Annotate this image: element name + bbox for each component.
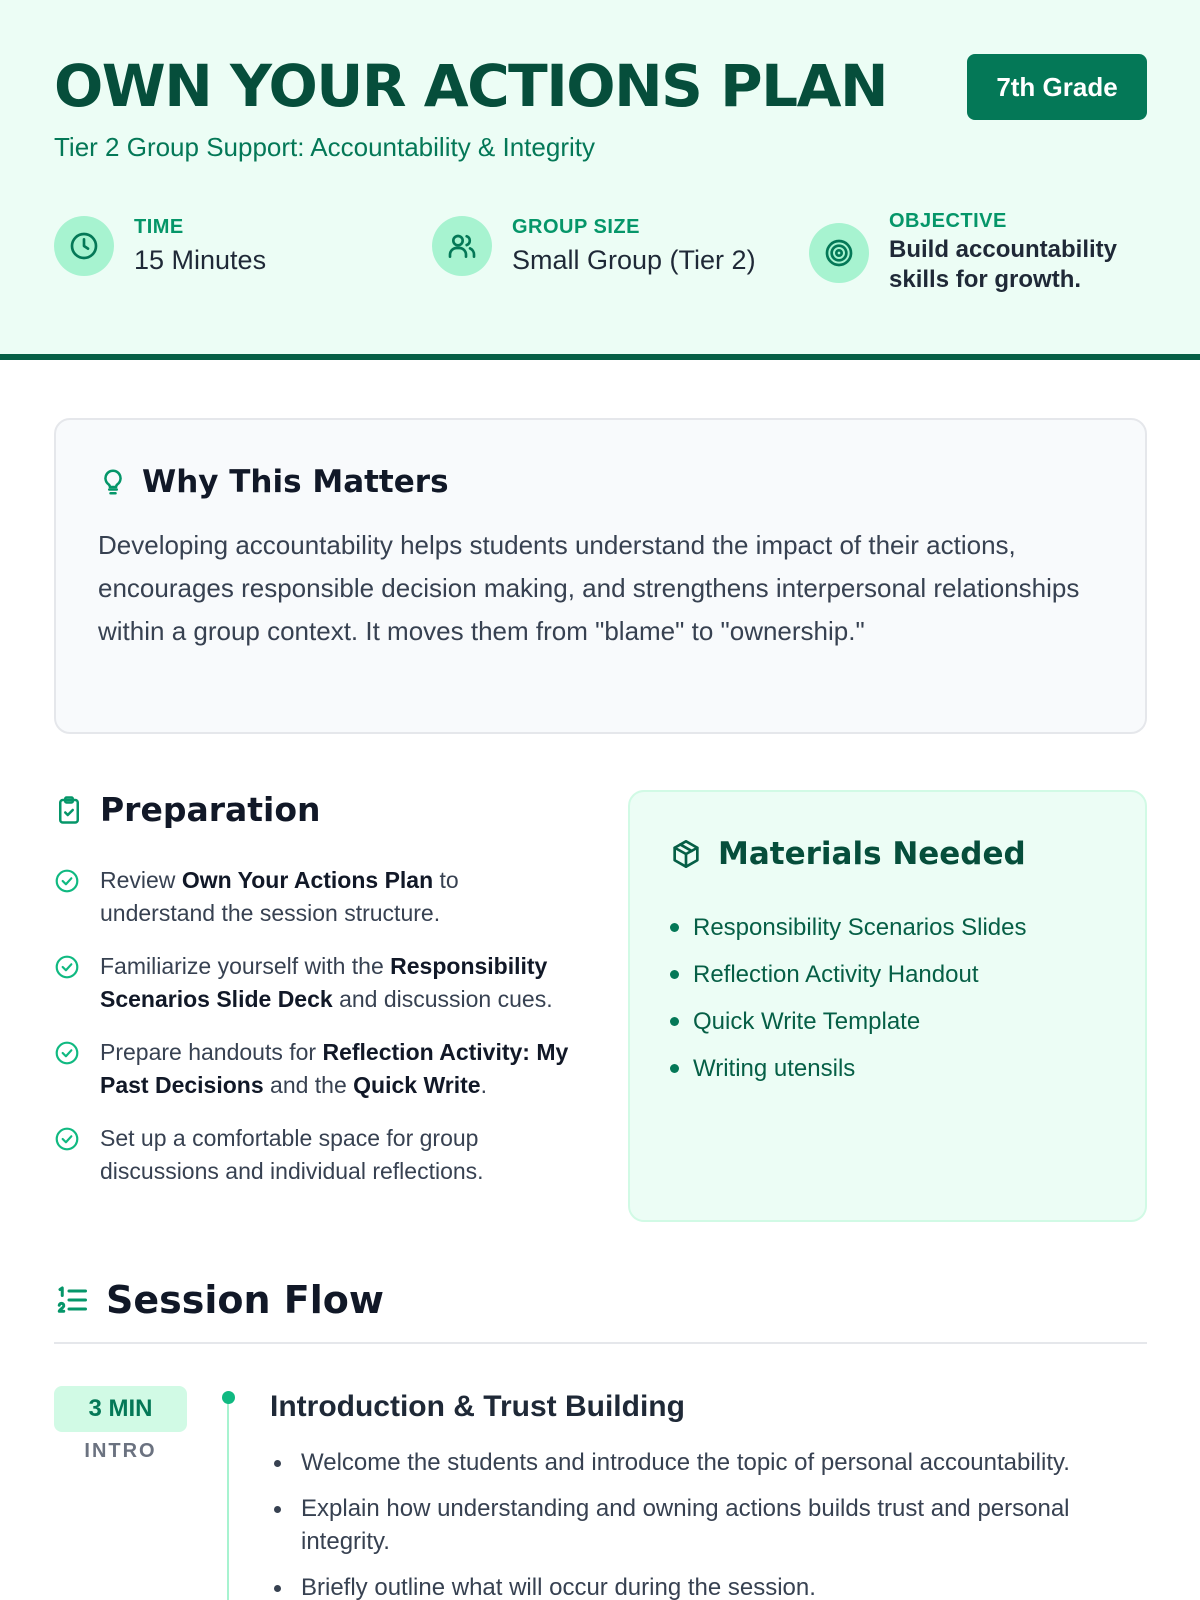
check-circle-icon [54,1126,80,1152]
materials-card [628,790,1147,1222]
materials-list [670,904,1027,1092]
why-this-matters-card [54,418,1147,734]
meta-label: TIME [134,216,184,238]
section-title: Materials Needed [718,836,1026,872]
users-icon [432,216,492,276]
phase-label: INTRO [84,1440,157,1462]
check-circle-icon [54,868,80,894]
divider [54,1342,1147,1344]
section-title: Session Flow [106,1278,384,1322]
timeline-dot [222,1391,235,1404]
meta-value: Small Group (Tier 2) [512,245,756,275]
timeline-line [227,1396,229,1600]
time-badge: 3 MIN [54,1386,187,1432]
check-circle-icon [54,954,80,980]
meta-value: Build accountability skills for growth. [889,236,1118,293]
header-banner [0,0,1200,360]
list-item: Prepare handouts for Reflection Activity: My Past Decisions and the Quick Write. [54,1036,574,1102]
list-item: Explain how understanding and owning actions builds trust and personal integrity. [270,1492,1130,1558]
package-icon [670,838,702,870]
step-bullets [270,1446,1130,1600]
session-flow-heading [54,1278,384,1322]
list-item: Welcome the students and introduce the topic of personal accountability. [270,1446,1130,1479]
list-item: Briefly outline what will occur during the session. [270,1571,1130,1600]
target-icon [809,223,869,283]
page-title: OWN YOUR ACTIONS PLAN [54,52,888,120]
meta-label: GROUP SIZE [512,216,640,238]
preparation-list [54,864,574,1208]
meta-value: 15 Minutes [134,245,267,275]
preparation-heading [54,790,321,829]
page-subtitle: Tier 2 Group Support: Accountability & Integrity [54,132,595,162]
grade-badge: 7th Grade [967,54,1147,120]
list-item: Review Own Your Actions Plan to understand the session structure. [54,864,574,930]
lightbulb-icon [98,465,128,499]
meta-label: OBJECTIVE [889,210,1007,232]
check-circle-icon [54,1040,80,1066]
list-item: Writing utensils [670,1045,1027,1092]
meta-time [54,216,266,276]
numbered-list-icon [54,1282,90,1318]
meta-objective [809,210,1129,295]
list-item: Reflection Activity Handout [670,951,1027,998]
list-item: Set up a comfortable space for group discussions and individual reflections. [54,1122,574,1188]
clock-icon [54,216,114,276]
step-title: Introduction & Trust Building [270,1390,685,1423]
section-title: Preparation [100,790,321,829]
clipboard-check-icon [54,793,84,827]
list-item: Quick Write Template [670,998,1027,1045]
list-item: Responsibility Scenarios Slides [670,904,1027,951]
meta-group-size [432,216,756,276]
why-body: Developing accountability helps students understand the impact of their actions, encourages responsible decision making, and strengthens interpersonal relationships within a group context. It moves them from "blame" to "ownership." [98,530,1080,646]
section-title: Why This Matters [142,464,449,500]
list-item: Familiarize yourself with the Responsibility Scenarios Slide Deck and discussion cues. [54,950,574,1016]
